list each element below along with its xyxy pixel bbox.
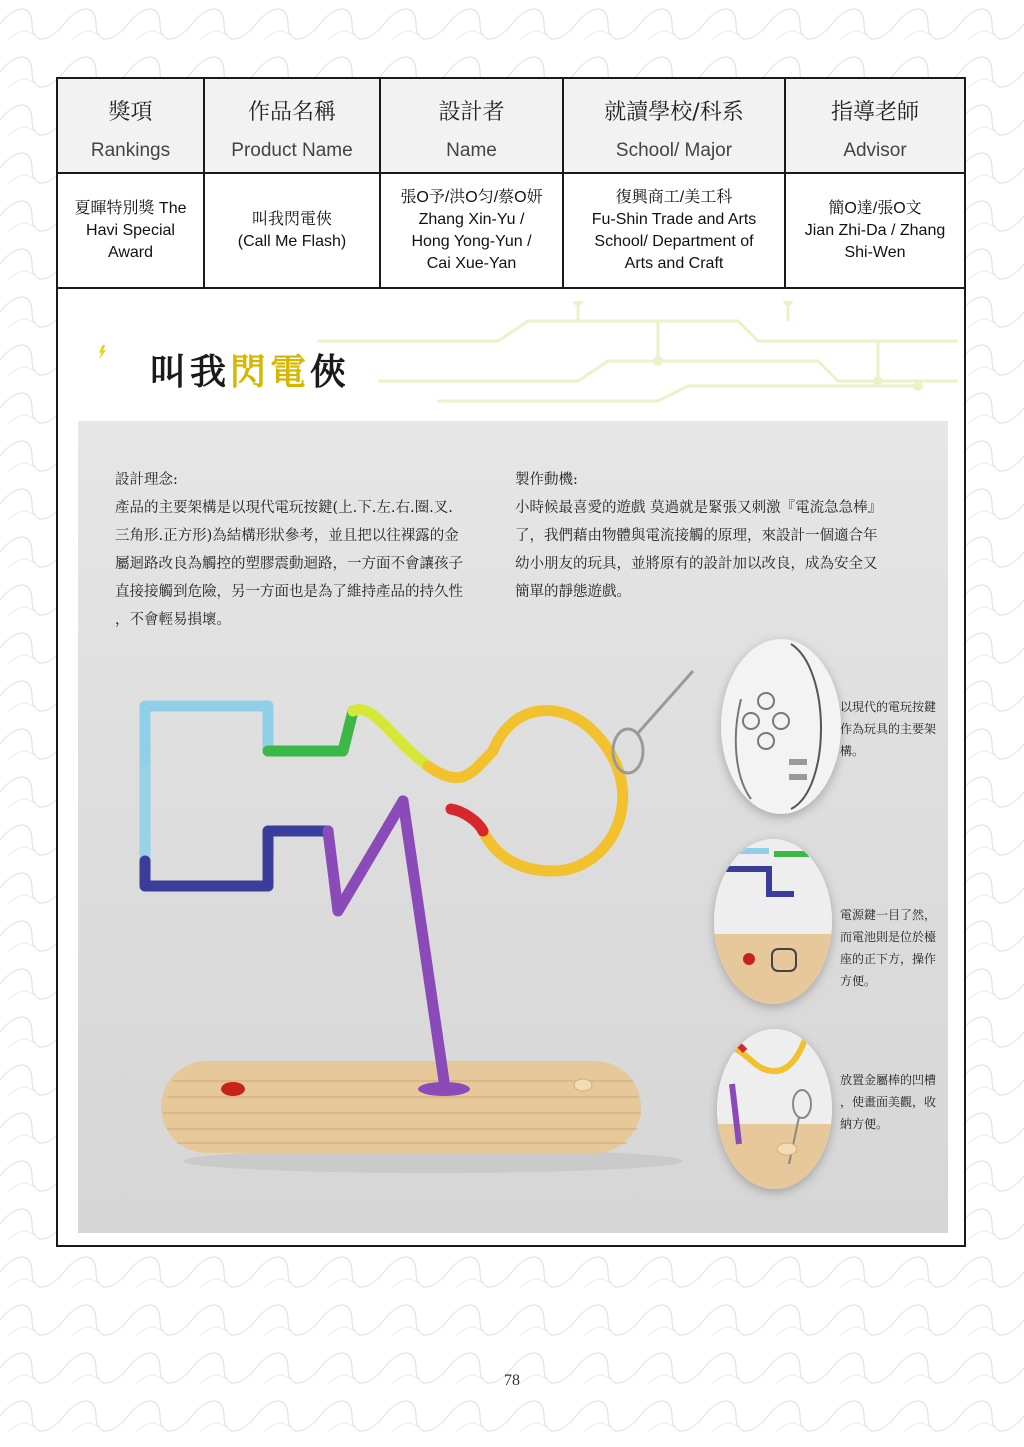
controller-icon bbox=[721, 639, 841, 814]
table-row bbox=[58, 173, 964, 288]
storage-slot-detail bbox=[717, 1029, 832, 1189]
note-controller: 以現代的電玩按鍵 作為玩具的主要架 構。 bbox=[840, 700, 937, 758]
header-name: 設計者 Name bbox=[380, 79, 563, 173]
cell-advisor: 簡O達/張O文 Jian Zhi-Da / Zhang Shi-Wen bbox=[785, 173, 964, 288]
design-motive: 製作動機: 小時候最喜愛的遊戲 莫過就是緊張又刺激『電流急急棒』 了，我們藉由物體與電流接觸的原理，來設計一個適合年 幼小朋友的玩具，並將原有的設計加以改良，成為安全又 簡單的靜態遊戲。 bbox=[515, 472, 883, 600]
cell-name: 張O予/洪O匀/蔡O妍 Zhang Xin-Yu / Hong Yong-Yun / Cai Xue-Yan bbox=[380, 173, 563, 288]
header-rankings: 獎項 Rankings bbox=[58, 79, 204, 173]
award-frame bbox=[56, 77, 966, 1247]
header-advisor: 指導老師 Advisor bbox=[785, 79, 964, 173]
cell-ranking: 夏暉特別獎 The Havi Special Award bbox=[58, 173, 204, 288]
callout-storage-slot bbox=[717, 1029, 832, 1189]
header-product-name: 作品名稱 Product Name bbox=[204, 79, 380, 173]
lightning-bolt-icon bbox=[98, 307, 158, 397]
award-info-table bbox=[58, 79, 964, 289]
table-header-row bbox=[58, 79, 964, 173]
callout-controller-buttons bbox=[721, 639, 841, 814]
page-number: 78 bbox=[504, 1372, 520, 1389]
cell-product: 叫我閃電俠 (Call Me Flash) bbox=[204, 173, 380, 288]
design-concept: 設計理念: 產品的主要架構是以現代電玩按鍵(上.下.左.右.圈.叉. 三角形.正方形)為結構形狀參考，並且把以往裸露的金 屬迴路改良為觸控的塑膠震動迴路，一方面不會讓孩子 直接接觸到危險，另一方面也是為了維持產品的持久性 ，不會輕易損壞。 bbox=[115, 472, 463, 628]
product-illustration bbox=[133, 641, 713, 1181]
circuit-decoration bbox=[318, 301, 958, 411]
note-storage: 放置金屬棒的凹槽 ，使畫面美觀，收 納方便。 bbox=[840, 1073, 937, 1131]
header-school-major: 就讀學校/科系 School/ Major bbox=[563, 79, 785, 173]
power-button-detail bbox=[714, 839, 832, 1004]
cell-school: 復興商工/美工科 Fu-Shin Trade and Arts School/ Department of Arts and Craft bbox=[563, 173, 785, 288]
product-panel bbox=[78, 421, 948, 1233]
poster-title: 叫我閃電俠 bbox=[150, 351, 351, 393]
note-power: 電源鍵一目了然， 而電池則是位於檯 座的正下方，操作 方便。 bbox=[840, 908, 937, 988]
callout-power-button bbox=[714, 839, 832, 1004]
